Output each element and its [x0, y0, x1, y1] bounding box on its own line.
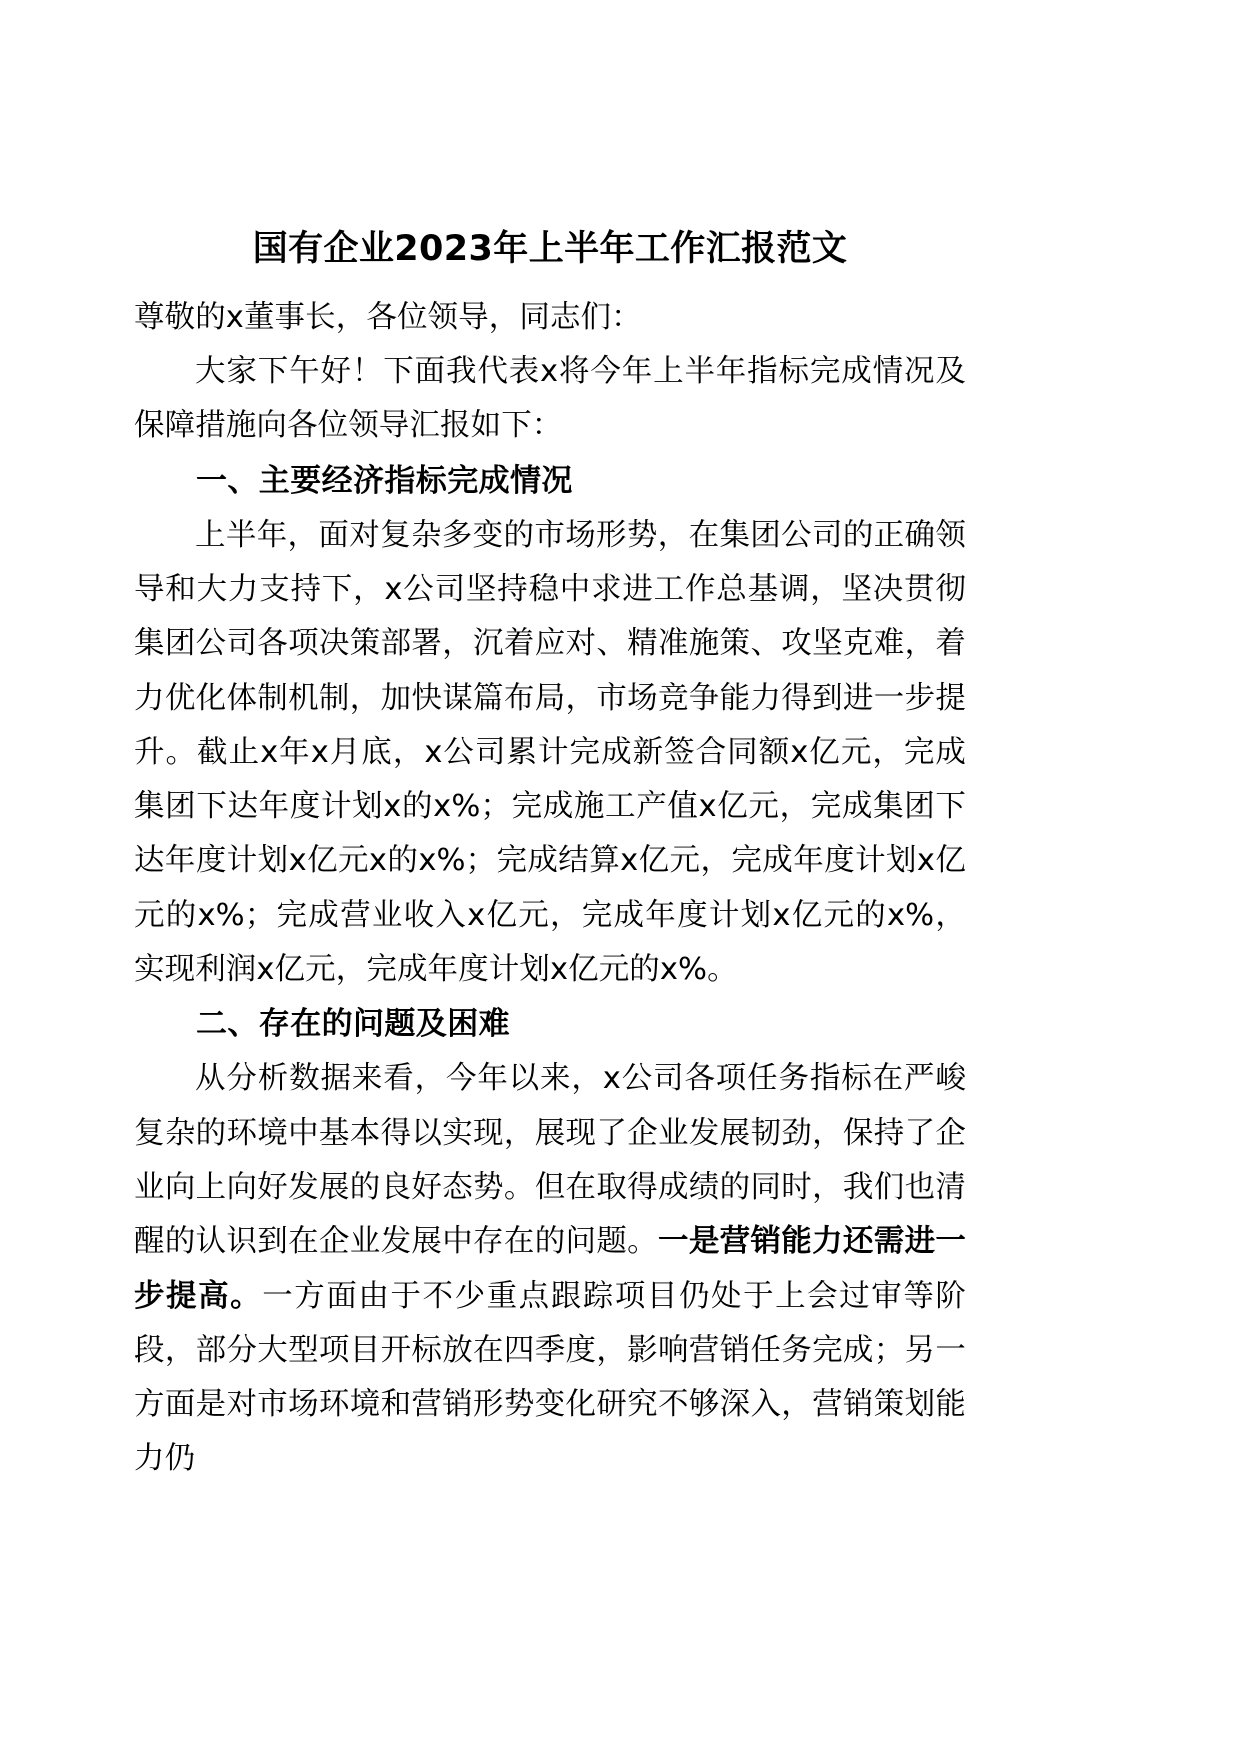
text-run: 一方面由于不少重点跟踪项目仍处于上会过审等阶段，部分大型项目开标放在四季度，影响营销任务完成；另一方面是对市场环境和营销形势变化研究不够深入，营销策划能力仍: [134, 1278, 967, 1477]
heading-section-two: 二、存在的问题及困难: [196, 1006, 510, 1043]
section-one-body-paragraph: 上半年，面对复杂多变的市场形势，在集团公司的正确领导和大力支持下，x公司坚持稳中求进工作总基调，坚决贯彻集团公司各项决策部署，沉着应对、精准施策、攻坚克难，着力优化体制机制，加快谋篇布局，市场竞争能力得到进一步提升。截止x年x月底，x公司累计完成新签合同额x亿元，完成集团下达年度计划x的x%；完成施工产值x亿元，完成集团下达年度计划x亿元x的x%；完成结算x亿元，完成年度计划x亿元的x%；完成营业收入x亿元，完成年度计划x亿元的x%，实现利润x亿元，完成年度计划x亿元的x%。: [134, 517, 966, 988]
document-content: [134, 224, 966, 1487]
heading-section-one: 一、主要经济指标完成情况: [196, 462, 573, 499]
opening-paragraph: 大家下午好！下面我代表x将今年上半年指标完成情况及保障措施向各位领导汇报如下：: [134, 354, 966, 444]
salutation-paragraph: 尊敬的x董事长，各位领导，同志们：: [134, 299, 642, 335]
text-run: 从分析数据来看，今年以来，x公司各项任务指标在严峻复杂的环境中基本得以实现，展现了企业发展韧劲，保持了企业向上向好发展的良好态势。但在取得成绩的同时，我们也清醒的认识到在企业发展中存在的问题。: [134, 1061, 966, 1260]
page-title: 国有企业2023年上半年工作汇报范文: [252, 229, 848, 269]
section-two-body-paragraph: [134, 1052, 966, 1486]
emphasis-run: 一是营销能力还需进一步提高。: [134, 1224, 967, 1314]
